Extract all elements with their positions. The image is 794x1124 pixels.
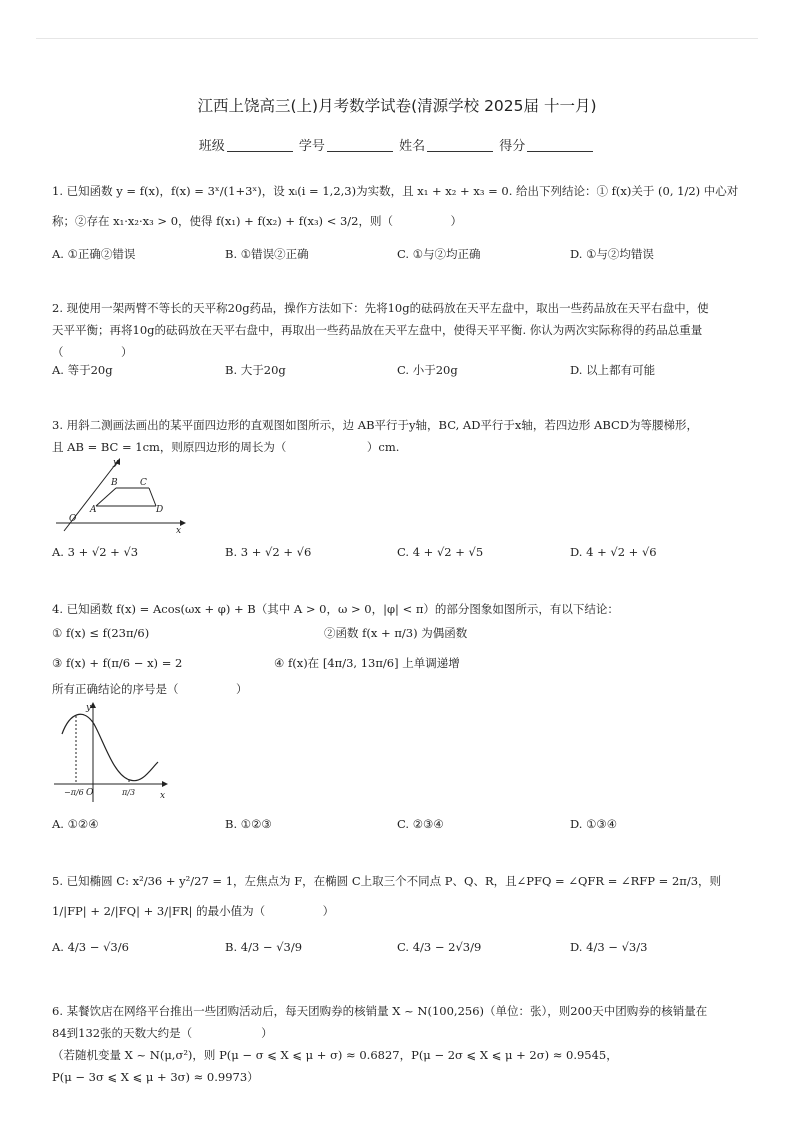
question-6-line-3: （若随机变量 X ~ N(μ,σ²)，则 P(μ − σ ⩽ X ⩽ μ + σ) ≈ 0.6827，P(μ − 2σ ⩽ X ⩽ μ + 2σ) ≈ 0.9545，: [52, 1048, 618, 1062]
q2-option-d[interactable]: D. 以上都有可能: [570, 363, 656, 377]
question-5-line-1: 5. 已知椭圆 C: x²/36 + y²/27 = 1，左焦点为 F，在椭圆 C上取三个不同点 P、Q、R，且∠PFQ = ∠QFR = ∠RFP = 2π/3，则: [52, 874, 722, 888]
field-class-label: 班级: [198, 139, 225, 154]
label-d: D: [156, 505, 164, 515]
label-y: y: [86, 703, 92, 713]
label-y: y: [113, 458, 119, 468]
question-4-ask: 所有正确结论的序号是（ ）: [52, 682, 248, 696]
question-2: [52, 297, 742, 363]
q4-option-c[interactable]: C. ②③④: [397, 817, 444, 831]
label-a: A: [90, 505, 97, 515]
page-title: 江西上饶高三(上)月考数学试卷(清源学校 2025届 十一月): [197, 97, 597, 115]
student-info-line: [0, 135, 794, 154]
q1-option-c[interactable]: C. ①与②均正确: [397, 247, 481, 261]
question-6-line-2: 84到132张的天数大约是（ ）: [52, 1026, 273, 1040]
question-4-line-1: 4. 已知函数 f(x) = Acos(ωx + φ) + B（其中 A > 0，ω > 0，|φ| < π）的部分图象如图所示，有以下结论：: [52, 602, 619, 616]
q1-option-a[interactable]: A. ①正确②错误: [52, 247, 136, 261]
q4-conclusion-2: ②函数 f(x + π/3) 为偶函数: [324, 626, 468, 640]
q4-conclusion-4: ④ f(x)在 [4π/3, 13π/6] 上单调递增: [274, 656, 460, 670]
q4-option-d[interactable]: D. ①③④: [570, 817, 618, 831]
field-class-blank[interactable]: [227, 139, 293, 152]
field-name-label: 姓名: [399, 139, 426, 154]
field-score-blank[interactable]: [527, 139, 593, 152]
q3-option-c[interactable]: C. 4 + √2 + √5: [397, 545, 484, 559]
q3-option-b[interactable]: B. 3 + √2 + √6: [225, 545, 312, 559]
q3-option-a[interactable]: A. 3 + √2 + √3: [52, 545, 139, 559]
question-1-line-2: 称；②存在 x₁·x₂·x₃ > 0，使得 f(x₁) + f(x₂) + f(x₃) < 3/2，则（ ）: [52, 214, 462, 228]
top-rule: [36, 38, 758, 39]
side-cd: [149, 488, 156, 506]
q5-option-d[interactable]: D. 4/3 − √3/3: [570, 940, 648, 954]
question-4-conclusions: [52, 622, 752, 682]
label-neg-pi-6: −π/6: [64, 788, 84, 797]
x-arrow: [162, 781, 168, 787]
question-4: [52, 598, 742, 620]
field-id-blank[interactable]: [327, 139, 393, 152]
label-b: B: [111, 478, 118, 488]
q4-conclusion-3: ③ f(x) + f(π/6 − x) = 2: [52, 656, 183, 670]
label-o: O: [86, 788, 94, 798]
q1-option-d[interactable]: D. ①与②均错误: [570, 247, 654, 261]
label-x: x: [160, 791, 166, 801]
question-6: [52, 1000, 752, 1088]
q2-option-c[interactable]: C. 小于20g: [397, 363, 458, 377]
question-6-line-1: 6. 某餐饮店在网络平台推出一些团购活动后，每天团购券的核销量 X ~ N(100,256)（单位：张），则200天中团购券的核销量在: [52, 1004, 708, 1018]
label-x: x: [176, 526, 182, 535]
side-ab: [96, 488, 116, 506]
question-2-line-1: 2. 现使用一架两臂不等长的天平称20g药品，操作方法如下：先将10g的砝码放在天平左盘中，取出一些药品放在天平右盘中，使: [52, 301, 709, 315]
question-1-line-1: 1. 已知函数 y = f(x)，f(x) = 3ˣ/(1+3ˣ)，设 xᵢ(i = 1,2,3)为实数，且 x₁ + x₂ + x₃ = 0. 给出下列结论：① f(x)关于 (0, 1/2) 中心对: [52, 184, 739, 198]
q3-figure-trapezoid: [52, 455, 187, 535]
q4-option-b[interactable]: B. ①②③: [225, 817, 272, 831]
field-name-blank[interactable]: [427, 139, 493, 152]
label-o: O: [69, 514, 77, 524]
q4-option-a[interactable]: A. ①②④: [52, 817, 99, 831]
q2-option-b[interactable]: B. 大于20g: [225, 363, 286, 377]
q4-conclusion-1: ① f(x) ≤ f(23π/6): [52, 626, 150, 640]
field-score-label: 得分: [499, 139, 526, 154]
q5-option-c[interactable]: C. 4/3 − 2√3/9: [397, 940, 482, 954]
q5-option-b[interactable]: B. 4/3 − √3/9: [225, 940, 303, 954]
question-1: [52, 180, 742, 232]
label-pi-3: π/3: [122, 788, 136, 797]
question-3-line-2: 且 AB = BC = 1cm，则原四边形的周长为（ ）cm.: [52, 440, 400, 454]
question-5-line-2: 1/|FP| + 2/|FQ| + 3/|FR| 的最小值为（ ）: [52, 904, 335, 918]
q4-figure-cosine-graph: [52, 702, 172, 806]
question-6-line-4: P(μ − 3σ ⩽ X ⩽ μ + 3σ) ≈ 0.9973）: [52, 1070, 259, 1084]
label-c: C: [140, 478, 147, 488]
question-2-line-2: 天平平衡；再将10g的砝码放在天平右盘中，再取出一些药品放在天平左盘中，使得天平平衡. 你认为两次实际称得的药品总重量: [52, 323, 703, 337]
question-3-line-1: 3. 用斜二测画法画出的某平面四边形的直观图如图所示，边 AB平行于y轴，BC, AD平行于x轴，若四边形 ABCD为等腰梯形，: [52, 418, 699, 432]
q3-option-d[interactable]: D. 4 + √2 + √6: [570, 545, 657, 559]
q5-option-a[interactable]: A. 4/3 − √3/6: [52, 940, 129, 954]
field-id-label: 学号: [298, 139, 325, 154]
question-3: [52, 414, 742, 458]
q2-option-a[interactable]: A. 等于20g: [52, 363, 113, 377]
q1-option-b[interactable]: B. ①错误②正确: [225, 247, 309, 261]
question-2-line-3: （ ）: [52, 345, 133, 359]
question-5: [52, 870, 742, 922]
